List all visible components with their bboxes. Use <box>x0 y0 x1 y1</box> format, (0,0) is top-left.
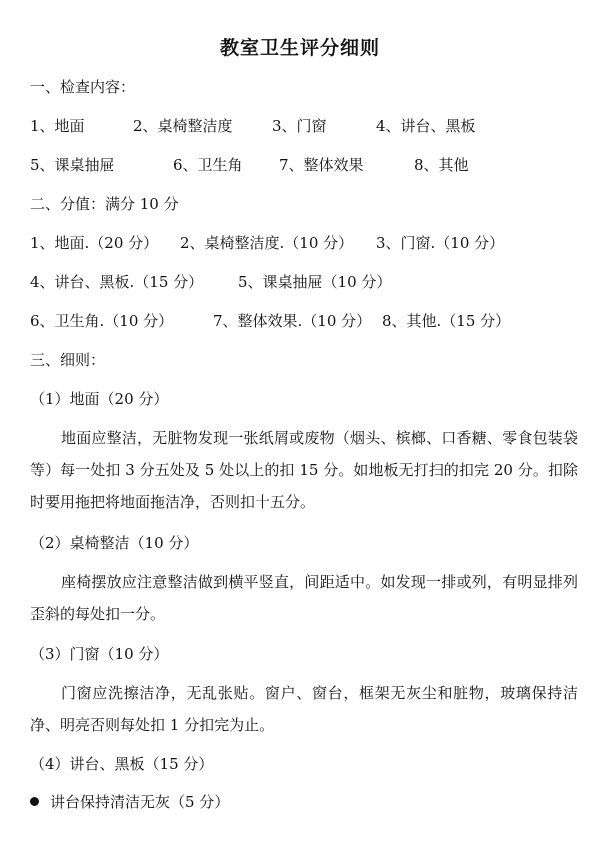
document-title: 教室卫生评分细则 <box>219 37 380 59</box>
detail-heading-podium-blackboard: （4）讲台、黑板（15 分） <box>30 755 214 773</box>
score-item: 6、卫生角.（10 分） <box>30 312 174 330</box>
section-heading-details: 三、细则： <box>30 351 106 369</box>
section-heading-check-items: 一、检查内容： <box>30 78 136 96</box>
score-item: 2、桌椅整洁度.（10 分） <box>180 234 354 252</box>
detail-text-floor: 地面应整洁，无脏物发现一张纸屑或废物（烟头、槟榔、口香糖、零食包装袋等）每一处扣 3 分五处及 5 处以上的扣 15 分。如地板无打扫的扣完 20 分。扣除时要用拖把将地面拖洁净，否则扣十五分。 <box>30 429 578 511</box>
detail-text-doors-windows: 门窗应洗擦洁净，无乱张贴。窗户、窗台，框架无灰尘和脏物，玻璃保持洁净、明亮否则每处扣 1 分扣完为止。 <box>30 684 578 734</box>
detail-heading-floor: （1）地面（20 分） <box>30 390 169 408</box>
detail-text-desks: 座椅摆放应注意整洁做到横平竖直，间距适中。如发现一排或列，有明显排列歪斜的每处扣一分。 <box>30 573 578 623</box>
check-item: 7、整体效果 <box>279 156 364 174</box>
section-heading-scores: 二、分值：满分 10 分 <box>30 195 179 213</box>
detail-heading-desks: （2）桌椅整洁（10 分） <box>30 534 199 552</box>
score-item: 1、地面.（20 分） <box>30 234 159 252</box>
check-item: 2、桌椅整洁度 <box>133 117 233 135</box>
check-item: 1、地面 <box>30 117 85 135</box>
score-item: 5、课桌抽屉（10 分） <box>238 273 392 291</box>
bullet-text: 讲台保持清洁无灰（5 分） <box>50 793 230 811</box>
bullet-dot-icon <box>30 797 39 806</box>
bullet-item <box>30 792 229 812</box>
check-item: 3、门窗 <box>272 117 327 135</box>
detail-heading-doors-windows: （3）门窗（10 分） <box>30 645 169 663</box>
score-item: 8、其他.（15 分） <box>382 312 511 330</box>
score-item: 3、门窗.（10 分） <box>376 234 505 252</box>
score-item: 7、整体效果.（10 分） <box>213 312 372 330</box>
check-item: 8、其他 <box>414 156 469 174</box>
check-item: 6、卫生角 <box>173 156 243 174</box>
check-item: 4、讲台、黑板 <box>376 117 476 135</box>
score-item: 4、讲台、黑板.（15 分） <box>30 273 204 291</box>
check-item: 5、课桌抽屉 <box>30 156 115 174</box>
